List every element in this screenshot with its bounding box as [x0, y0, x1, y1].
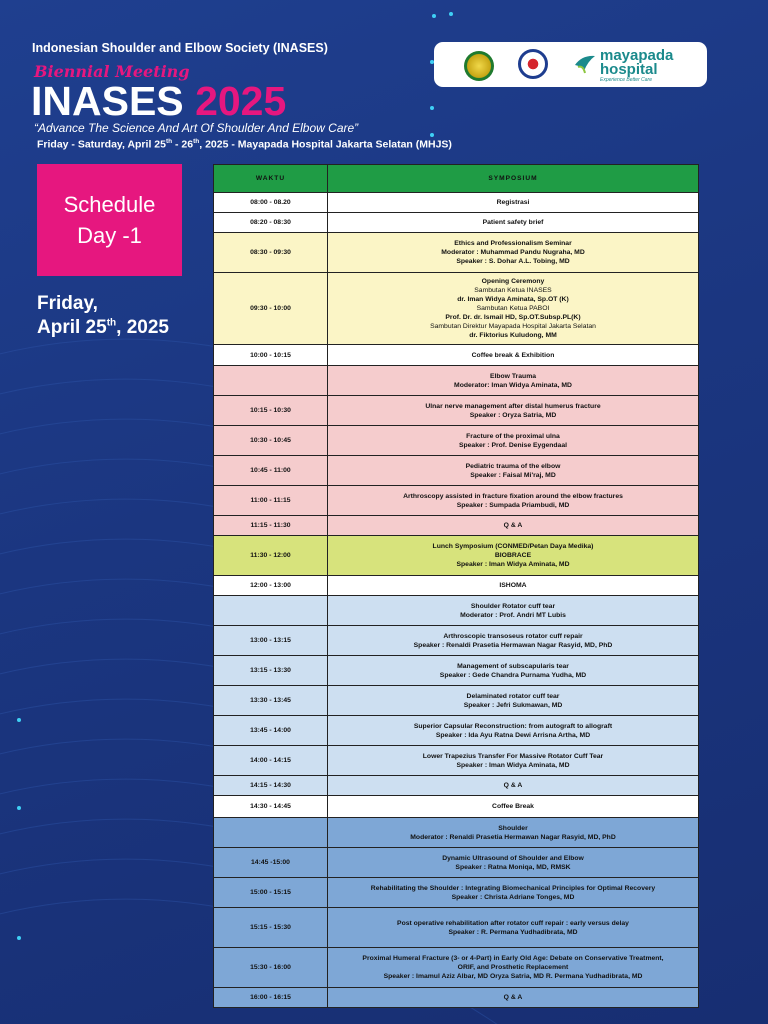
time-cell: 08:20 - 08:30 — [214, 213, 328, 233]
date-part: , 2025 - Mayapada Hospital Jakarta Selatan (MHJS) — [199, 138, 452, 151]
session-line: Management of subscapularis tear — [457, 662, 569, 670]
time-cell: 08:30 - 09:30 — [214, 233, 328, 273]
table-row — [214, 193, 699, 213]
session-cell — [328, 988, 699, 1008]
session-line: Speaker : Imamul Aziz Albar, MD Oryza Satria, MD R. Permana Yudhadibrata, MD — [383, 973, 643, 980]
decor-dot — [17, 806, 21, 810]
day-date — [37, 317, 169, 339]
session-line: Arthroscopy assisted in fracture fixation around the elbow fractures — [403, 492, 623, 500]
session-line: Sambutan Ketua PABOI — [476, 305, 550, 312]
session-line: Coffee break & Exhibition — [471, 351, 555, 359]
session-line: Speaker : Oryza Satria, MD — [469, 411, 557, 419]
table-row — [214, 948, 699, 988]
table-row — [214, 396, 699, 426]
sponsor-tagline: Experience Better Care — [600, 77, 652, 83]
decor-dot — [430, 106, 434, 110]
session-line: Opening Ceremony — [481, 278, 545, 285]
table-row — [214, 345, 699, 366]
time-cell: 12:00 - 13:00 — [214, 576, 328, 596]
time-cell: 10:00 - 10:15 — [214, 345, 328, 366]
day-sup: th — [106, 317, 117, 329]
table-row — [214, 596, 699, 626]
date-sup: th — [165, 138, 173, 145]
table-row — [214, 516, 699, 536]
session-line: Fracture of the proximal ulna — [466, 432, 560, 440]
sponsor-name: mayapada hospital — [600, 47, 674, 78]
time-cell: 14:00 - 14:15 — [214, 746, 328, 776]
session-line: Sambutan Ketua INASES — [474, 287, 552, 294]
table-row — [214, 213, 699, 233]
session-cell — [328, 908, 699, 948]
session-line: Speaker : Iman Widya Aminata, MD — [456, 761, 570, 769]
session-cell — [328, 213, 699, 233]
session-line: Pediatric trauma of the elbow — [465, 462, 561, 470]
table-row — [214, 746, 699, 776]
mayapada-hospital-logo — [574, 49, 704, 83]
time-cell: 15:15 - 15:30 — [214, 908, 328, 948]
biennial-label: Biennial Meeting — [34, 62, 190, 81]
time-cell: 14:30 - 14:45 — [214, 796, 328, 818]
event-dates — [37, 138, 452, 151]
decor-dot — [432, 14, 436, 18]
session-line: Speaker : Jefri Sukmawan, MD — [463, 701, 563, 709]
table-row — [214, 796, 699, 818]
day-year: , 2025 — [116, 317, 169, 338]
table-row — [214, 776, 699, 796]
table-row — [214, 626, 699, 656]
day-weekday: Friday, — [37, 293, 98, 314]
day-month: April 25 — [37, 317, 107, 338]
session-line: Speaker : Ratna Moniqa, MD, RMSK — [455, 863, 571, 871]
session-line: Sambutan Direktur Mayapada Hospital Jakarta Selatan — [430, 323, 596, 330]
session-line: Delaminated rotator cuff tear — [466, 692, 560, 700]
logo-bar — [434, 42, 707, 87]
session-line: Speaker : Gede Chandra Purnama Yudha, MD — [439, 671, 587, 679]
session-line: Speaker : Prof. Denise Eygendaal — [458, 441, 568, 449]
badge-line: Day -1 — [77, 223, 142, 248]
session-line: Q & A — [503, 782, 523, 789]
decor-dot — [17, 936, 21, 940]
session-line: ORIF, and Prosthetic Replacement — [457, 964, 569, 971]
schedule-table — [213, 164, 699, 1008]
session-cell — [328, 746, 699, 776]
table-row — [214, 988, 699, 1008]
session-line: Registrasi — [496, 199, 530, 206]
time-cell: 13:45 - 14:00 — [214, 716, 328, 746]
organization-name: Indonesian Shoulder and Elbow Society (INASES) — [32, 41, 328, 55]
session-line: Moderator: Iman Widya Aminata, MD — [454, 381, 572, 389]
session-cell — [328, 516, 699, 536]
time-cell: 08:00 - 08.20 — [214, 193, 328, 213]
decor-dot — [17, 718, 21, 722]
session-line: dr. Fiktorius Kuludong, MM — [469, 332, 557, 339]
time-cell: 15:00 - 15:15 — [214, 878, 328, 908]
session-line: Patient safety brief — [482, 219, 544, 226]
time-cell: 11:30 - 12:00 — [214, 536, 328, 576]
session-line: Ethics and Professionalism Seminar — [454, 240, 572, 247]
time-cell — [214, 818, 328, 848]
inases-emblem-logo — [464, 51, 494, 81]
time-cell: 10:15 - 10:30 — [214, 396, 328, 426]
time-cell — [214, 596, 328, 626]
session-cell — [328, 848, 699, 878]
time-cell: 10:45 - 11:00 — [214, 456, 328, 486]
session-line: Elbow Trauma — [489, 372, 537, 380]
session-line: Superior Capsular Reconstruction: from autograft to allograft — [413, 722, 613, 730]
session-line: Speaker : R. Permana Yudhadibrata, MD — [448, 928, 578, 936]
paboi-emblem-logo — [518, 49, 548, 79]
table-row — [214, 273, 699, 345]
session-line: Ulnar nerve management after distal humerus fracture — [425, 402, 601, 410]
session-cell — [328, 878, 699, 908]
date-part: - 26 — [172, 138, 194, 151]
table-row — [214, 716, 699, 746]
table-row — [214, 456, 699, 486]
session-line: Shoulder — [498, 824, 528, 832]
session-line: ISHOMA — [499, 582, 527, 589]
session-line: Speaker : Iman Widya Aminata, MD — [456, 561, 570, 568]
session-line: Speaker : Renaldi Prasetia Hermawan Nagar Rasyid, MD, PhD — [413, 641, 613, 649]
time-cell: 11:15 - 11:30 — [214, 516, 328, 536]
session-line: Rehabilitating the Shoulder : Integrating Biomechanical Principles for Optimal Recovery — [370, 884, 656, 892]
session-line: Shoulder Rotator cuff tear — [470, 602, 556, 610]
title-year: 2025 — [195, 78, 287, 124]
session-cell — [328, 233, 699, 273]
session-cell — [328, 193, 699, 213]
session-line: Q & A — [503, 994, 523, 1001]
session-line: Q & A — [503, 522, 523, 529]
session-cell — [328, 576, 699, 596]
schedule-table-body — [214, 193, 699, 1008]
column-header-time: WAKTU — [214, 165, 328, 193]
session-line: Lower Trapezius Transfer For Massive Rotator Cuff Tear — [422, 752, 604, 760]
session-line: Post operative rehabilitation after rotator cuff repair : early versus delay — [397, 919, 629, 927]
session-line: dr. Iman Widya Aminata, Sp.OT (K) — [457, 296, 569, 303]
table-row — [214, 686, 699, 716]
time-cell: 13:30 - 13:45 — [214, 686, 328, 716]
session-cell — [328, 626, 699, 656]
table-row — [214, 426, 699, 456]
session-line: Speaker : S. Dohar A.L. Tobing, MD — [456, 258, 570, 265]
session-cell — [328, 345, 699, 366]
event-tagline: “Advance The Science And Art Of Shoulder And Elbow Care” — [34, 121, 359, 135]
session-cell — [328, 273, 699, 345]
title-main: INASES — [31, 78, 184, 124]
time-cell: 14:15 - 14:30 — [214, 776, 328, 796]
table-row — [214, 576, 699, 596]
table-row — [214, 656, 699, 686]
session-cell — [328, 818, 699, 848]
decor-dot — [430, 133, 434, 137]
table-row — [214, 366, 699, 396]
session-line: Speaker : Christa Adriane Tonges, MD — [451, 893, 575, 901]
session-line: Proximal Humeral Fracture (3- or 4-Part) in Early Old Age: Debate on Conservative Treatment, — [362, 955, 664, 962]
session-line: Lunch Symposium (CONMED/Petan Daya Medika) — [432, 543, 594, 550]
session-line: Coffee Break — [492, 803, 534, 810]
mayapada-leaf-icon — [574, 53, 596, 75]
decor-dot — [449, 12, 453, 16]
session-cell — [328, 716, 699, 746]
session-cell — [328, 596, 699, 626]
session-cell — [328, 948, 699, 988]
session-cell — [328, 486, 699, 516]
date-part: Friday - Saturday, April 25 — [37, 138, 166, 151]
table-row — [214, 908, 699, 948]
schedule-day-badge — [37, 164, 182, 276]
session-cell — [328, 426, 699, 456]
session-cell — [328, 796, 699, 818]
session-line: Speaker : Faisal Mi'raj, MD — [470, 471, 556, 479]
table-row — [214, 233, 699, 273]
session-cell — [328, 366, 699, 396]
time-cell: 16:00 - 16:15 — [214, 988, 328, 1008]
time-cell: 14:45 -15:00 — [214, 848, 328, 878]
session-line: Moderator : Muhammad Pandu Nugraha, MD — [441, 249, 585, 256]
column-header-symposium: SYMPOSIUM — [328, 165, 699, 193]
table-row — [214, 848, 699, 878]
session-cell — [328, 686, 699, 716]
session-cell — [328, 776, 699, 796]
time-cell: 15:30 - 16:00 — [214, 948, 328, 988]
session-cell — [328, 656, 699, 686]
schedule-badge-text — [64, 189, 156, 251]
session-line: Moderator : Prof. Andri MT Lubis — [460, 611, 566, 619]
event-title — [31, 78, 286, 125]
session-line: Dynamic Ultrasound of Shoulder and Elbow — [442, 854, 584, 862]
session-cell — [328, 536, 699, 576]
table-row — [214, 878, 699, 908]
date-sup: th — [193, 138, 200, 145]
time-cell: 10:30 - 10:45 — [214, 426, 328, 456]
session-line: Speaker : Ida Ayu Ratna Dewi Arrisna Artha, MD — [435, 731, 591, 739]
table-row — [214, 486, 699, 516]
time-cell: 11:00 - 11:15 — [214, 486, 328, 516]
session-cell — [328, 456, 699, 486]
time-cell: 13:15 - 13:30 — [214, 656, 328, 686]
session-line: Moderator : Renaldi Prasetia Hermawan Nagar Rasyid, MD, PhD — [410, 833, 616, 841]
session-line: Speaker : Sumpada Priambudi, MD — [456, 501, 570, 509]
session-cell — [328, 396, 699, 426]
time-cell: 13:00 - 13:15 — [214, 626, 328, 656]
table-row — [214, 818, 699, 848]
time-cell — [214, 366, 328, 396]
table-header-row — [214, 165, 699, 193]
session-line: Prof. Dr. dr. Ismail HD, Sp.OT.Subsp.PL(K) — [445, 314, 581, 321]
session-line: BIOBRACE — [494, 552, 532, 559]
session-line: Arthroscopic transoseus rotator cuff repair — [443, 632, 583, 640]
table-row — [214, 536, 699, 576]
badge-line: Schedule — [63, 192, 156, 217]
time-cell: 09:30 - 10:00 — [214, 273, 328, 345]
